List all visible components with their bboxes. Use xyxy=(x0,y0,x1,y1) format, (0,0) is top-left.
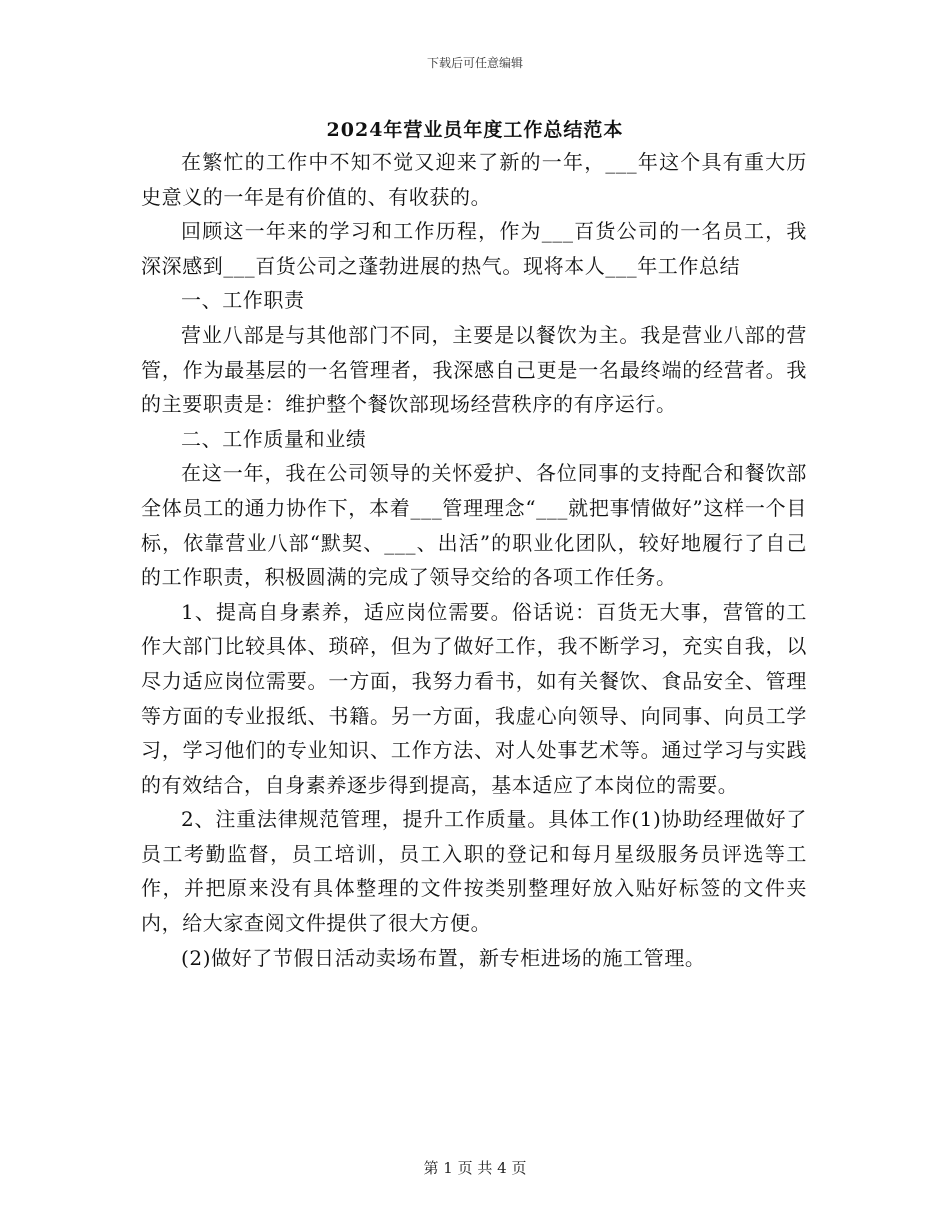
paragraph-item-1: 1、提高自身素养，适应岗位需要。俗话说：百货无大事，营管的工作大部门比较具体、琐碎，但为了做好工作，我不断学习，充实自我，以尽力适应岗位需要。一方面，我努力看书，如有关餐饮、食品安全、管理等方面的专业报纸、书籍。另一方面，我虚心向领导、向同事、向员工学习，学习他们的专业知识、工作方法、对人处事艺术等。通过学习与实践的有效结合，自身素养逐步得到提高，基本适应了本岗位的需要。 xyxy=(141,599,807,797)
document-body xyxy=(141,145,807,975)
section-heading-quality: 二、工作质量和业绩 xyxy=(181,426,367,451)
paragraph-item-2: 2、注重法律规范管理，提升工作质量。具体工作(1)协助经理做好了员工考勤监督，员工培训，员工入职的登记和每月星级服务员评选等工作，并把原来没有具体整理的文件按类别整理好放入贴好标签的文件夹内，给大家查阅文件提供了很大方便。 xyxy=(141,807,807,936)
paragraph-quality: 在这一年，我在公司领导的关怀爱护、各位同事的支持配合和餐饮部全体员工的通力协作下，本着___管理理念“___就把事情做好”这样一个目标，依靠营业八部“默契、___、出活”的职业化团队，较好地履行了自己的工作职责，积极圆满的完成了领导交给的各项工作任务。 xyxy=(141,461,807,590)
paragraph-intro: 在繁忙的工作中不知不觉又迎来了新的一年，___年这个具有重大历史意义的一年是有价值的、有收获的。 xyxy=(141,150,807,209)
paragraph-review: 回顾这一年来的学习和工作历程，作为___百货公司的一名员工，我深深感到___百货公司之蓬勃进展的热气。现将本人___年工作总结 xyxy=(141,219,807,278)
section-heading-duties: 一、工作职责 xyxy=(181,288,305,313)
paragraph-item-2-sub: (2)做好了节假日活动卖场布置，新专柜进场的施工管理。 xyxy=(181,945,706,970)
page-header-note: 下载后可任意编辑 xyxy=(426,56,523,70)
document-title: 2024年营业员年度工作总结范本 xyxy=(326,119,624,141)
paragraph-duties: 营业八部是与其他部门不同，主要是以餐饮为主。我是营业八部的营管，作为最基层的一名管理者，我深感自己更是一名最终端的经营者。我的主要职责是：维护整个餐饮部现场经营秩序的有序运行。 xyxy=(141,322,807,417)
page-number: 第 1 页 共 4 页 xyxy=(423,1159,527,1177)
